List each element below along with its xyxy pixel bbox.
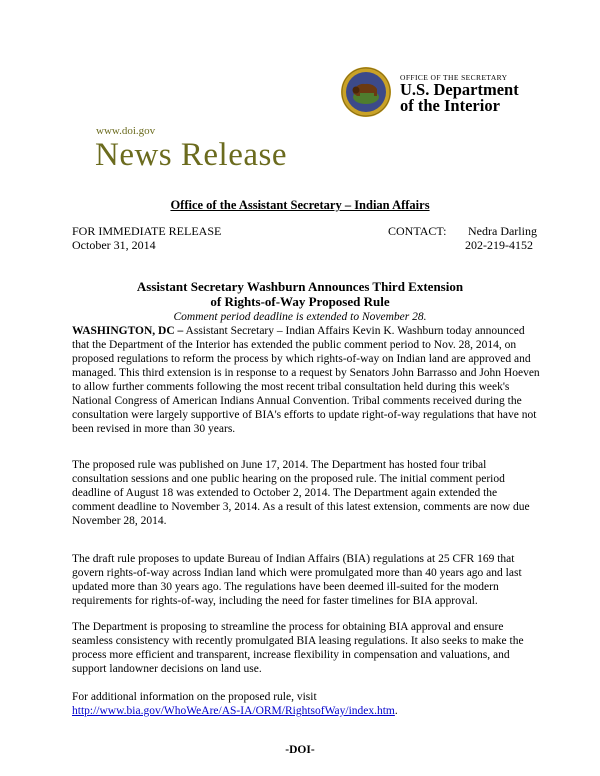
paragraph-5 — [72, 690, 542, 718]
headline-line-1: Assistant Secretary Washburn Announces Third Extension — [136, 279, 464, 294]
more-info-intro: For additional information on the proposed rule, visit — [72, 691, 317, 703]
department-line-2: of the Interior — [400, 96, 500, 115]
news-release-title: News Release — [95, 137, 288, 173]
paragraph-4: The Department is proposing to streamline the process for obtaining BIA approval and ensure seamless consistency with recently promulgated BIA leasing regulations. It also seeks to make the process more efficient and transparent, increase flexibility in compensation and valuations, and support landowner decisions on land use. — [72, 621, 524, 675]
contact-name: Nedra Darling — [468, 224, 537, 238]
contact-label: CONTACT: — [388, 224, 447, 238]
contact-info — [465, 224, 537, 252]
release-line: FOR IMMEDIATE RELEASE — [72, 224, 222, 238]
dateline: WASHINGTON, DC – — [72, 325, 184, 337]
headline — [0, 279, 600, 309]
paragraph-1 — [72, 324, 542, 436]
link-period: . — [394, 705, 398, 717]
department-line-1: U.S. Department — [400, 80, 519, 99]
office-of-secretary-label: OFFICE OF THE SECRETARY — [400, 73, 508, 82]
paragraph-1-text: Assistant Secretary – Indian Affairs Kevin K. Washburn today announced that the Department of the Interior has extended the public comment period to Nov. 28, 2014, on proposed regulations to reform the process by which rights-of-way on Indian land are approved and managed. This third extension is in response to a request by Senators John Barrasso and John Hoeven to allow further comments following the most recent tribal consultation held during this week's National Congress of American Indians Annual Convention. Tribal comments received during the consultation were largely supportive of BIA's efforts to update right-of-way regulations that have not been revised in more than 30 years. — [72, 325, 540, 435]
doi-footer: -DOI- — [285, 744, 315, 756]
doi-seal-icon — [340, 66, 392, 118]
office-heading: Office of the Assistant Secretary – Indian Affairs — [170, 198, 430, 212]
paragraph-2: The proposed rule was published on June 17, 2014. The Department has hosted four tribal consultation sessions and one public hearing on the proposed rule. The initial comment period deadline of August 18 was extended to October 2, 2014. The Department again extended the comment deadline to November 3, 2014. As a result of this latest extension, comments are now due November 28, 2014. — [72, 459, 530, 527]
release-info — [72, 224, 221, 252]
paragraph-3: The draft rule proposes to update Bureau of Indian Affairs (BIA) regulations at 25 CFR 169 that govern rights-of-way across Indian land which were promulgated more than 40 years ago and last updated more than 30 years ago. The regulations have been deemed ill-suited for the modern requirements for rights-of-way, including the need for faster timelines for BIA approval. — [72, 553, 522, 607]
subheadline: Comment period deadline is extended to November 28. — [173, 311, 427, 323]
more-info-link[interactable]: http://www.bia.gov/WhoWeAre/AS-IA/ORM/RightsofWay/index.htm — [72, 705, 395, 717]
headline-line-2: of Rights-of-Way Proposed Rule — [210, 294, 390, 309]
release-date: October 31, 2014 — [72, 238, 156, 252]
department-name — [400, 82, 519, 114]
contact-phone: 202-219-4152 — [465, 238, 533, 252]
website-label: www.doi.gov — [96, 125, 156, 137]
